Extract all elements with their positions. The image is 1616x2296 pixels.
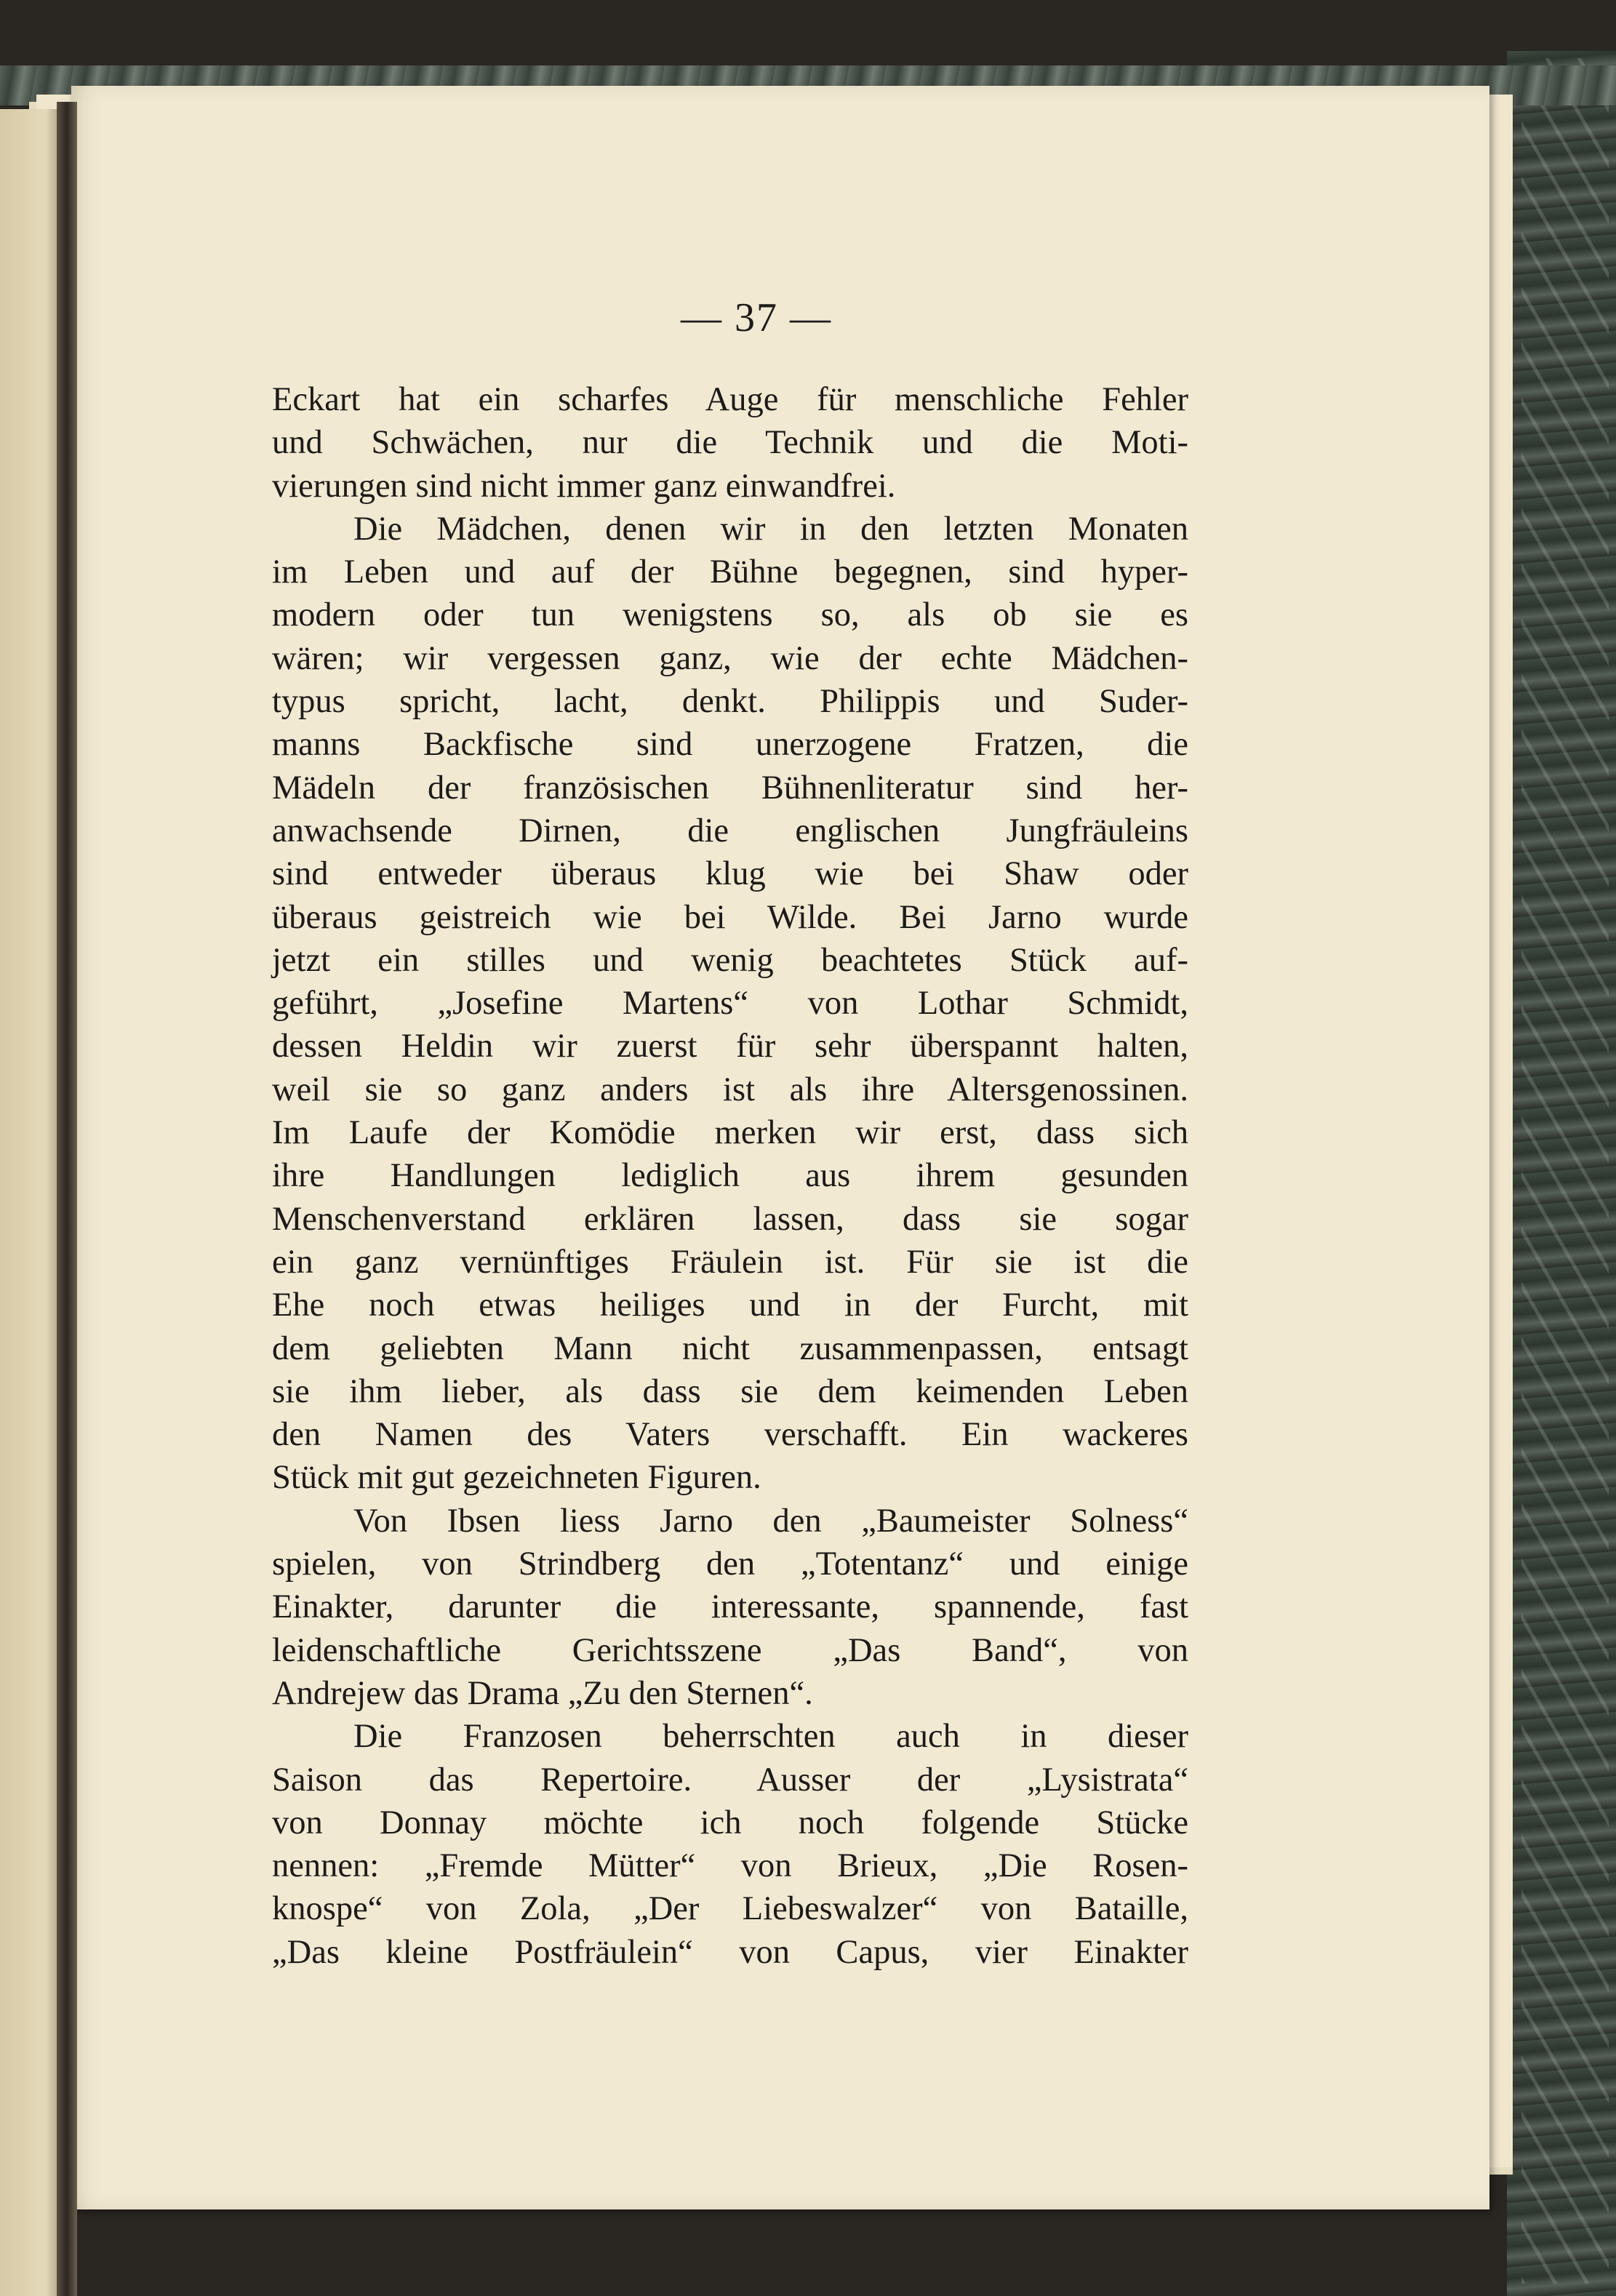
page-number: — 37 — (681, 295, 832, 340)
text-line: leidenschaftliche Gerichtsszene „Das Band“, von (272, 1631, 1188, 1669)
text-line: weil sie so ganz anders ist als ihre Altersgenossinen. (272, 1071, 1188, 1108)
text-line: im Leben und auf der Bühne begegnen, sind hyper- (272, 553, 1188, 591)
text-line: dem geliebten Mann nicht zusammenpassen, entsagt (272, 1329, 1188, 1367)
text-line: überaus geistreich wie bei Wilde. Bei Jarno wurde (272, 898, 1188, 936)
text-line: wären; wir vergessen ganz, wie der echte Mädchen- (272, 639, 1188, 677)
text-line: sie ihm lieber, als dass sie dem keimenden Leben (272, 1372, 1188, 1410)
text-line: Mädeln der französischen Bühnenliteratur sind her- (272, 769, 1188, 807)
cover-marbling (1521, 58, 1609, 2284)
text-line: vierungen sind nicht immer ganz einwandfrei. (272, 467, 896, 505)
text-line: geführt, „Josefine Martens“ von Lothar Schmidt, (272, 985, 1188, 1023)
text-line: modern oder tun wenigstens so, als ob sie es (272, 596, 1188, 634)
text-line: knospe“ von Zola, „Der Liebeswalzer“ von Bataille, (272, 1890, 1188, 1928)
text-line: Die Franzosen beherrschten auch in dieser (353, 1718, 1188, 1756)
text-line: Die Mädchen, denen wir in den letzten Monaten (353, 510, 1188, 548)
text-line: dessen Heldin wir zuerst für sehr überspannt halten, (272, 1028, 1188, 1065)
text-line: Stück mit gut gezeichneten Figuren. (272, 1459, 761, 1497)
text-line: Saison das Repertoire. Ausser der „Lysistrata“ (272, 1761, 1188, 1799)
text-line: manns Backfische sind unerzogene Fratzen, die (272, 726, 1188, 764)
text-line: Eckart hat ein scharfes Auge für menschliche Fehler (272, 381, 1188, 418)
book-gutter (57, 102, 77, 2296)
text-line: „Das kleine Postfräulein“ von Capus, vier Einakter (272, 1933, 1188, 1971)
text-line: und Schwächen, nur die Technik und die Moti- (272, 424, 1188, 462)
text-line: Ehe noch etwas heiliges und in der Furcht, mit (272, 1287, 1188, 1324)
text-line: Von Ibsen liess Jarno den „Baumeister Solness“ (353, 1502, 1188, 1540)
text-line: spielen, von Strindberg den „Totentanz“ und einige (272, 1545, 1188, 1583)
text-line: den Namen des Vaters verschafft. Ein wackeres (272, 1416, 1188, 1454)
text-line: anwachsende Dirnen, die englischen Jungfräuleins (272, 812, 1188, 849)
text-line: von Donnay möchte ich noch folgende Stücke (272, 1804, 1188, 1841)
body-text (272, 378, 1188, 1974)
text-line: Einakter, darunter die interessante, spannende, fast (272, 1588, 1188, 1626)
facing-page (0, 109, 65, 2296)
text-line: typus spricht, lacht, denkt. Philippis und Suder- (272, 683, 1188, 721)
text-line: Im Laufe der Komödie merken wir erst, dass sich (272, 1114, 1188, 1152)
text-line: nennen: „Fremde Mütter“ von Brieux, „Die Rosen- (272, 1847, 1188, 1885)
text-line: Andrejew das Drama „Zu den Sternen“. (272, 1674, 813, 1712)
text-line: sind entweder überaus klug wie bei Shaw oder (272, 855, 1188, 893)
text-line: ein ganz vernünftiges Fräulein ist. Für sie ist die (272, 1243, 1188, 1281)
text-line: ihre Handlungen lediglich aus ihrem gesunden (272, 1157, 1188, 1195)
text-line: Menschenverstand erklären lassen, dass sie sogar (272, 1200, 1188, 1238)
text-line: jetzt ein stilles und wenig beachtetes Stück auf- (272, 941, 1188, 979)
